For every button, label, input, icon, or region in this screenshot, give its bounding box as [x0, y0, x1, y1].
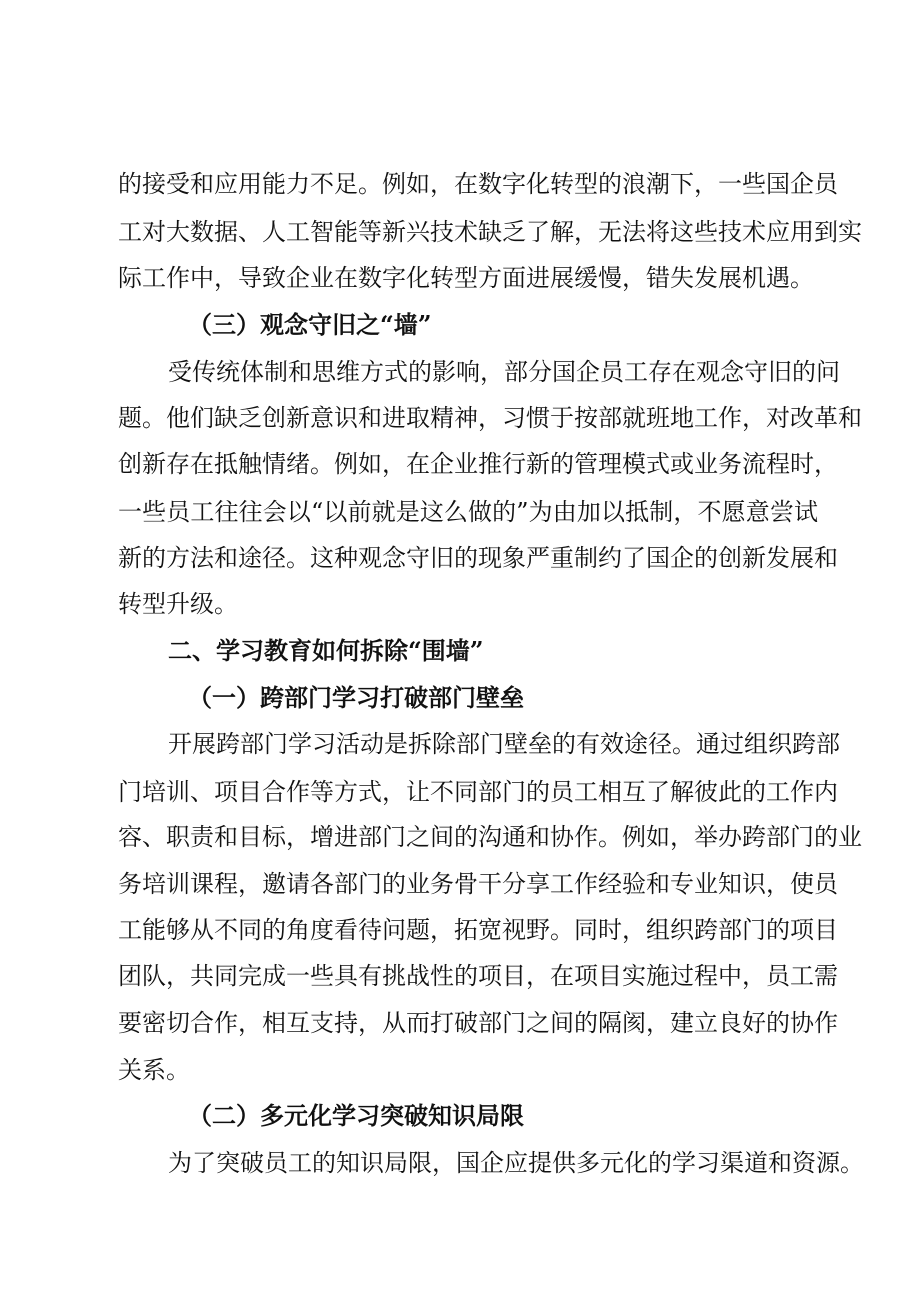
paragraph-line: 题。他们缺乏创新意识和进取精神，习惯于按部就班地工作，对改革和 — [118, 404, 862, 432]
paragraph-line: 开展跨部门学习活动是拆除部门壁垒的有效途径。通过组织跨部 — [168, 730, 840, 758]
paragraph-line: 工能够从不同的角度看待问题，拓宽视野。同时，组织跨部门的项目 — [118, 916, 838, 944]
chapter-heading: 二、学习教育如何拆除“围墙” — [168, 636, 484, 665]
paragraph-line: 务培训课程，邀请各部门的业务骨干分享工作经验和专业知识，使员 — [118, 870, 838, 898]
section-heading: （二）多元化学习突破知识局限 — [188, 1101, 524, 1130]
paragraph-line: 一些员工往往会以“以前就是这么做的”为由加以抵制，不愿意尝试 — [118, 498, 818, 526]
paragraph-line: 际工作中，导致企业在数字化转型方面进展缓慢，错失发展机遇。 — [118, 264, 814, 292]
paragraph-line: 要密切合作，相互支持，从而打破部门之间的隔阂，建立良好的协作 — [118, 1009, 838, 1037]
paragraph-line: 新的方法和途径。这种观念守旧的现象严重制约了国企的创新发展和 — [118, 544, 838, 572]
paragraph-line: 为了突破员工的知识局限，国企应提供多元化的学习渠道和资源。 — [168, 1149, 864, 1177]
paragraph-line: 的接受和应用能力不足。例如，在数字化转型的浪潮下，一些国企员 — [118, 170, 838, 198]
section-heading: （三）观念守旧之“墙” — [188, 310, 432, 339]
paragraph-line: 门培训、项目合作等方式，让不同部门的员工相互了解彼此的工作内 — [118, 778, 838, 806]
paragraph-line: 团队，共同完成一些具有挑战性的项目，在项目实施过程中，员工需 — [118, 962, 838, 990]
paragraph-line: 受传统体制和思维方式的影响，部分国企员工存在观念守旧的问 — [168, 358, 840, 386]
section-heading: （一）跨部门学习打破部门壁垒 — [188, 683, 524, 712]
paragraph-line: 转型升级。 — [118, 590, 238, 618]
paragraph-line: 工对大数据、人工智能等新兴技术缺乏了解，无法将这些技术应用到实 — [118, 218, 862, 246]
paragraph-line: 容、职责和目标，增进部门之间的沟通和协作。例如，举办跨部门的业 — [118, 823, 862, 851]
paragraph-line: 创新存在抵触情绪。例如，在企业推行新的管理模式或业务流程时， — [118, 450, 838, 478]
paragraph-line: 关系。 — [118, 1056, 190, 1084]
